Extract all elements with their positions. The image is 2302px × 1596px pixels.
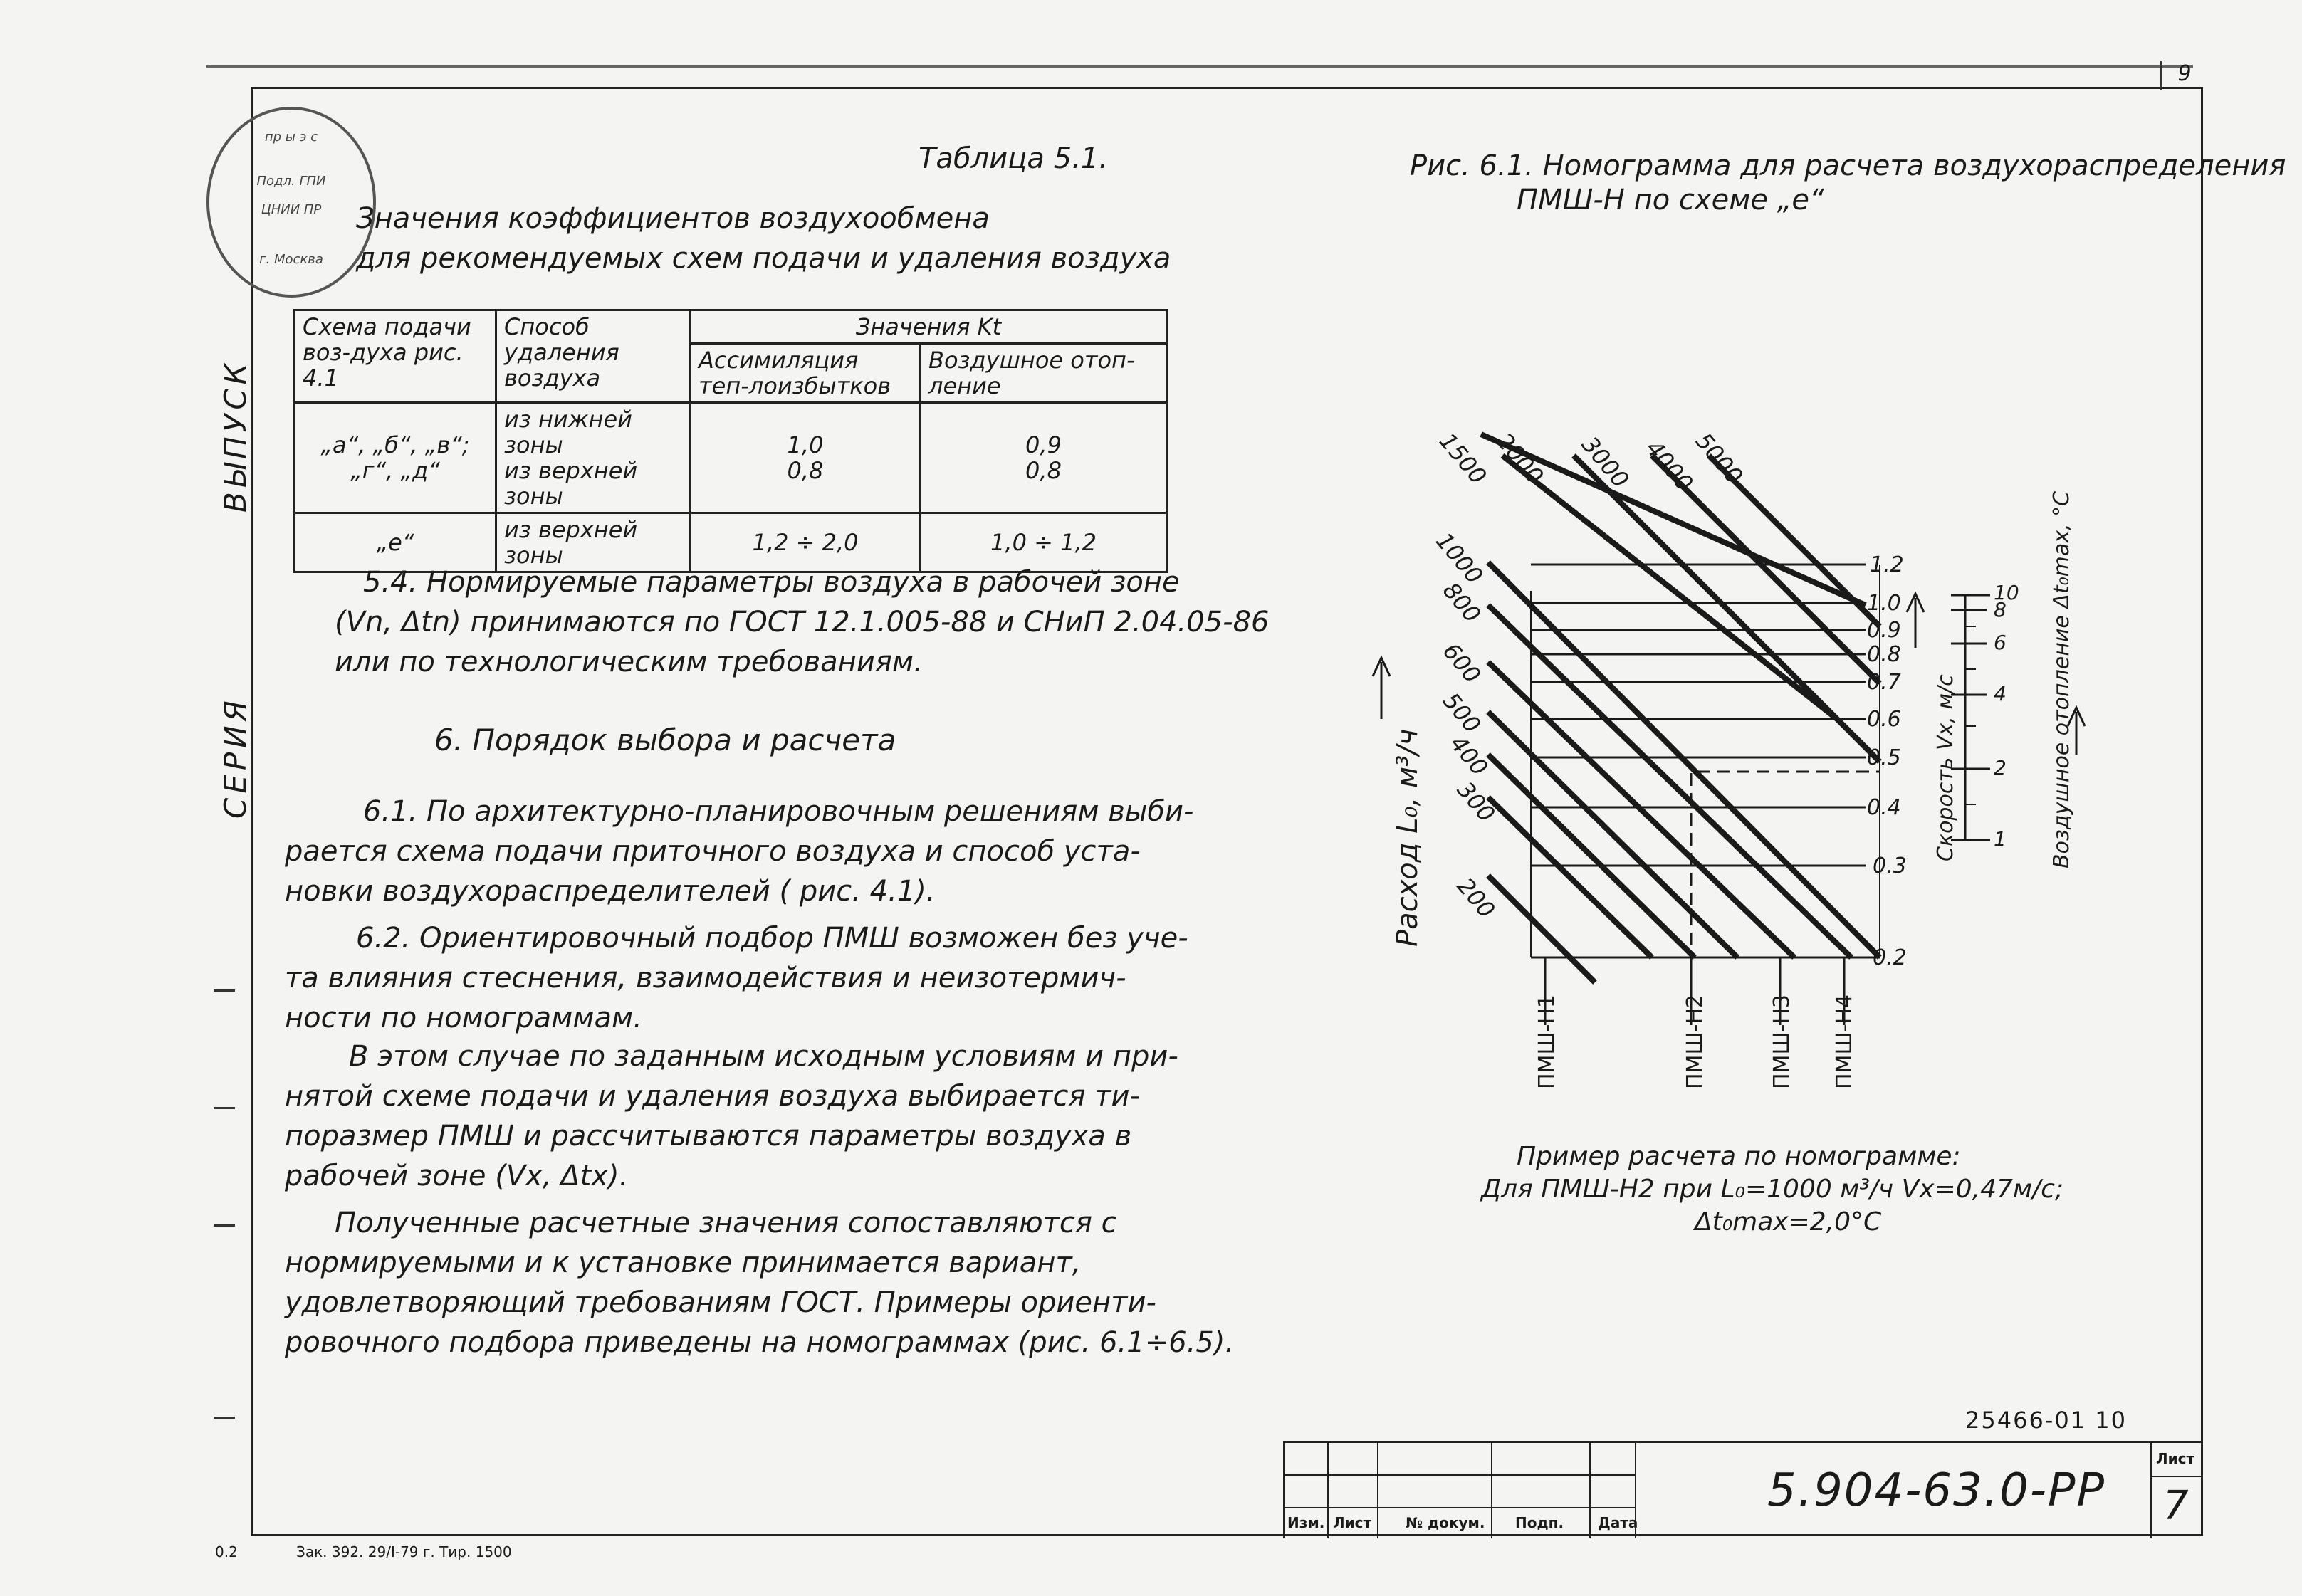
heating-value: 10 <box>1994 581 2019 604</box>
table-cell: „а“, „б“, „в“; „г“, „д“ <box>295 403 496 513</box>
table-title-line2: для рекомендуемых схем подачи и удаления воздуха <box>356 242 1171 275</box>
side-label-seriya: СЕРИЯ <box>218 696 253 819</box>
table-cell-line: 1,0 <box>787 431 824 458</box>
heating-value: 6 <box>1994 631 2007 654</box>
example-line1: Для ПМШ-Н2 при L₀=1000 м³/ч Vx=0,47м/с; <box>1481 1175 2064 1204</box>
tb-divider <box>2150 1443 2152 1538</box>
stamp-line: пр ы э с <box>264 130 318 145</box>
model-label: ПМШ-Н2 <box>1683 994 1707 1089</box>
velocity-value: 1.0 <box>1867 591 1901 616</box>
example-line2: Δt₀max=2,0°С <box>1695 1207 1882 1237</box>
velocity-value: 0.6 <box>1867 707 1901 732</box>
flow-value: 400 <box>1444 730 1494 781</box>
tb-row-line <box>1283 1507 1635 1508</box>
flow-value: 200 <box>1451 872 1501 923</box>
side-label-vypusk: ВЫПУСК <box>218 359 253 513</box>
velocity-value: 0.3 <box>1873 854 1907 878</box>
table-caption: Таблица 5.1. <box>919 142 1108 175</box>
text-line: 6.1. По архитектурно-планировочным решениям выби- <box>363 795 1194 828</box>
flow-value: 5000 <box>1690 427 1749 490</box>
velocity-value: 0.4 <box>1867 795 1901 820</box>
table-title-line1: Значения коэффициентов воздухообмена <box>356 202 990 235</box>
text-line: нятой схеме подачи и удаления воздуха выбирается ти- <box>285 1080 1140 1113</box>
velocity-value: 0.9 <box>1867 618 1901 643</box>
figure-caption-line1: Рис. 6.1. Номограмма для расчета воздухораспределения <box>1410 149 2286 182</box>
flow-value: 800 <box>1437 577 1487 628</box>
text-line: удовлетворяющий требованиям ГОСТ. Примеры ориенти- <box>285 1286 1156 1319</box>
velocity-value: 0.2 <box>1873 945 1907 970</box>
heating-axis-label: Воздушное отопление Δt₀max, °С <box>2049 490 2074 868</box>
section-heading-6: 6. Порядок выбора и расчета <box>434 723 896 757</box>
text-line: ности по номограммам. <box>285 1002 642 1034</box>
table-cell: „е“ <box>295 513 496 572</box>
table-cell: 1,2 ÷ 2,0 <box>691 513 921 572</box>
example-title: Пример расчета по номограмме: <box>1517 1142 1961 1171</box>
text-line: новки воздухораспределителей ( рис. 4.1). <box>285 875 936 908</box>
table-cell-line: 0,8 <box>787 457 824 484</box>
flow-line <box>1488 662 1794 957</box>
table-cell: 1,0 ÷ 1,2 <box>921 513 1167 572</box>
stamp-line: ЦНИИ ПР <box>261 202 322 217</box>
footer-left: 0.2 <box>215 1543 238 1560</box>
velocity-value: 1.2 <box>1870 552 1904 577</box>
flow-line <box>1488 797 1652 957</box>
text-line: поразмер ПМШ и рассчитываются параметры воздуха в <box>285 1120 1132 1153</box>
th-removal: Способ удаления воздуха <box>496 310 691 403</box>
table-cell-line: 0,9 <box>1025 431 1062 458</box>
velocity-value: 0.5 <box>1867 745 1901 770</box>
flow-line <box>1488 605 1851 957</box>
velocity-value: 0.7 <box>1867 670 1901 695</box>
heating-value: 4 <box>1994 682 2007 705</box>
model-label: ПМШ-Н1 <box>1534 994 1559 1089</box>
text-line: или по технологическим требованиям. <box>335 646 923 678</box>
tb-sheet-label: Лист <box>2156 1450 2195 1467</box>
text-line: В этом случае по заданным исходным условиям и при- <box>349 1040 1178 1073</box>
flow-value: 600 <box>1437 637 1487 688</box>
velocity-value: 0.8 <box>1867 642 1901 667</box>
tb-divider <box>1491 1443 1493 1538</box>
flow-axis-label: Расход L₀, м³/ч <box>1391 728 1424 947</box>
text-line: Полученные расчетные значения сопоставляются с <box>335 1207 1117 1239</box>
model-label: ПМШ-Н4 <box>1832 994 1857 1089</box>
heating-value: 2 <box>1994 756 2007 779</box>
tb-row-line <box>1283 1474 1635 1476</box>
flow-value: 1000 <box>1430 527 1489 589</box>
tb-col-list: Лист <box>1333 1514 1372 1531</box>
footer-print-info: Зак. 392. 29/I-79 г. Тир. 1500 <box>296 1543 512 1560</box>
example-path <box>1691 772 1880 1025</box>
sheet-number: 7 <box>2163 1483 2189 1529</box>
flow-value: 500 <box>1437 687 1487 738</box>
size-line <box>1574 456 1880 762</box>
tb-col-data: Дата <box>1598 1514 1638 1531</box>
heating-value: 1 <box>1994 827 2007 851</box>
flow-value: 4000 <box>1640 434 1699 497</box>
heating-value: 8 <box>1994 598 2007 621</box>
inventory-number: 25466-01 10 <box>1965 1407 2127 1434</box>
th-assimilation: Ассимиляция теп-лоизбытков <box>691 344 921 403</box>
text-line: рается схема подачи приточного воздуха и способ уста- <box>285 835 1141 868</box>
text-line: 6.2. Ориентировочный подбор ПМШ возможен без уче- <box>356 922 1188 955</box>
flow-value: 3000 <box>1576 431 1635 493</box>
tb-col-podp: Подп. <box>1515 1514 1564 1531</box>
figure-caption-line2: ПМШ-Н по схеме „е“ <box>1517 184 1824 216</box>
flow-value: 300 <box>1451 776 1501 827</box>
text-line: (Vn, Δtn) принимаются по ГОСТ 12.1.005-88 и СНиП 2.04.05-86 <box>335 606 1270 639</box>
text-line: 5.4. Нормируемые параметры воздуха в рабочей зоне <box>363 566 1180 599</box>
table-cell: из верхней зоны <box>496 513 691 572</box>
tb-divider <box>1327 1443 1329 1538</box>
tb-col-izm: Изм. <box>1287 1514 1325 1531</box>
th-values: Значения Kt <box>691 310 1167 344</box>
model-label: ПМШ-Н3 <box>1769 994 1794 1089</box>
text-line: та влияния стеснения, взаимодействия и неизотермич- <box>285 962 1126 994</box>
title-block <box>1283 1441 2203 1538</box>
tb-row-line <box>2150 1476 2203 1477</box>
velocity-axis-label: Скорость Vx, м/с <box>1933 674 1958 861</box>
table-cell-line: 0,8 <box>1025 457 1062 484</box>
flow-value: 1500 <box>1433 427 1492 490</box>
flow-value: 2000 <box>1490 427 1549 490</box>
table-cell-line: из нижней зоны <box>504 406 632 458</box>
flow-line <box>1488 755 1695 957</box>
tb-divider <box>1283 1443 1285 1538</box>
text-line: ровочного подбора приведены на номограммах (рис. 6.1÷6.5). <box>285 1326 1235 1359</box>
tb-divider <box>1589 1443 1591 1538</box>
stamp-line: г. Москва <box>259 252 323 267</box>
th-scheme: Схема подачи воз-духа рис. 4.1 <box>295 310 496 403</box>
flow-line <box>1488 876 1595 982</box>
stamp-line: Подл. ГПИ <box>256 174 326 189</box>
table-cell-line: из верхней зоны <box>504 457 638 510</box>
th-heating: Воздушное отоп-ление <box>921 344 1167 403</box>
text-line: рабочей зоне (Vx, Δtx). <box>285 1160 629 1192</box>
document-code: 5.904-63.0-PP <box>1767 1464 2106 1517</box>
text-line: нормируемыми и к установке принимается вариант, <box>285 1246 1082 1279</box>
tb-divider <box>1377 1443 1379 1538</box>
tb-col-docnum: № докум. <box>1406 1514 1485 1531</box>
corner-number: 9 <box>2160 61 2207 90</box>
